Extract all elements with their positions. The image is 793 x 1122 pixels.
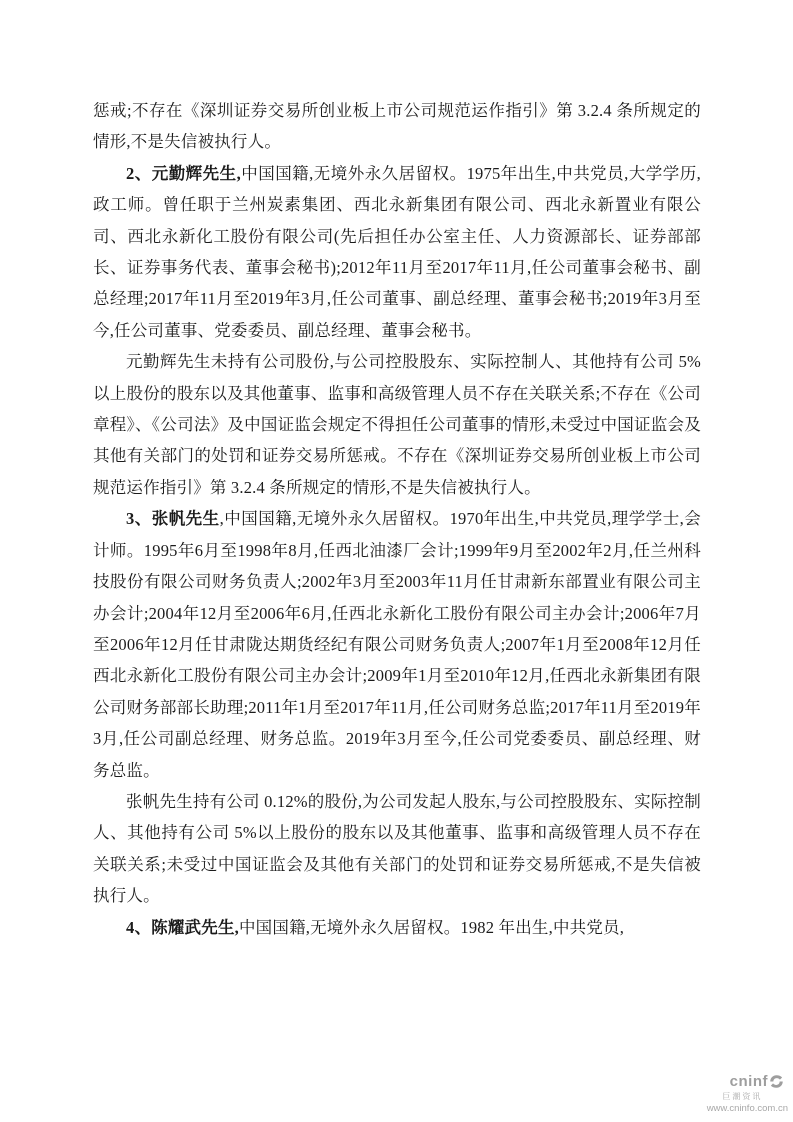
paragraph-text: 惩戒;不存在《深圳证券交易所创业板上市公司规范运作指引》第 3.2.4 条所规定的情形,不是失信被执行人。 <box>93 101 701 152</box>
bio-yuan-qinhui <box>93 158 701 346</box>
paragraph-text: 中国国籍,无境外永久居留权。1975年出生,中共党员,大学学历,政工师。曾任职于兰州炭素集团、西北永新集团有限公司、西北永新置业有限公司、西北永新化工股份有限公司(先后担任办公室主任、人力资源部长、证券部部长、证券事务代表、董事会秘书);2012年11月至2017年11月,任公司董事会秘书、副总经理;2017年11月至2019年3月,任公司董事、副总经理、董事会秘书;2019年3月至今,任公司董事、党委委员、副总经理、董事会秘书。 <box>93 163 701 340</box>
bio-chen-yaowu <box>93 912 701 943</box>
cninfo-swirl-icon <box>769 1074 784 1089</box>
cninfo-watermark <box>707 1073 788 1114</box>
cninfo-logo <box>707 1073 788 1090</box>
paragraph-text: 中国国籍,无境外永久居留权。1982 年出生,中共党员, <box>238 917 625 937</box>
paragraph-text: 元勤辉先生未持有公司股份,与公司控股股东、实际控制人、其他持有公司 5%以上股份的股东以及其他董事、监事和高级管理人员不存在关联关系;不存在《公司章程》、《公司法》及中国证监会规定不得担任公司董事的情形,未受过中国证监会及其他有关部门的处罚和证券交易所惩戒。不存在《深圳证券交易所创业板上市公司规范运作指引》第 3.2.4 条所规定的情形,不是失信被执行人。 <box>93 352 701 497</box>
yuan-qinhui-shareholding-statement <box>93 346 701 503</box>
bio-lead: 2、元勤辉先生, <box>126 163 241 183</box>
paragraph-text: 张帆先生持有公司 0.12%的股份,为公司发起人股东,与公司控股股东、实际控制人、其他持有公司 5%以上股份的股东以及其他董事、监事和高级管理人员不存在关联关系;未受过中国证监会及其他有关部门的处罚和证券交易所惩戒,不是失信被执行人。 <box>93 791 701 906</box>
bio-zhang-fan <box>93 503 701 786</box>
bio-lead: 4、陈耀武先生, <box>126 917 239 937</box>
bio-lead: 3、张帆先生 <box>126 509 220 529</box>
continued-paragraph <box>93 95 701 158</box>
cninfo-logo-text: cninf <box>729 1073 768 1090</box>
zhang-fan-shareholding-statement <box>93 786 701 912</box>
document-body <box>93 95 701 943</box>
paragraph-text: ,中国国籍,无境外永久居留权。1970年出生,中共党员,理学学士,会计师。1995年6月至1998年8月,任西北油漆厂会计;1999年9月至2002年2月,任兰州科技股份有限公司财务负责人;2002年3月至2003年11月任甘肃新东部置业有限公司主办会计;2004年12月至2006年6月,任西北永新化工股份有限公司主办会计;2006年7月至2006年12月任甘肃陇达期货经纪有限公司财务负责人;2007年1月至2008年12月任西北永新化工股份有限公司主办会计;2009年1月至2010年12月,任西北永新集团有限公司财务部部长助理;2011年1月至2017年11月,任公司财务总监;2017年11月至2019年3月,任公司副总经理、财务总监。2019年3月至今,任公司党委委员、副总经理、财务总监。 <box>93 509 701 780</box>
cninfo-url: www.cninfo.com.cn <box>706 1103 788 1114</box>
cninfo-chinese-name: 巨潮资讯 <box>722 1092 763 1101</box>
